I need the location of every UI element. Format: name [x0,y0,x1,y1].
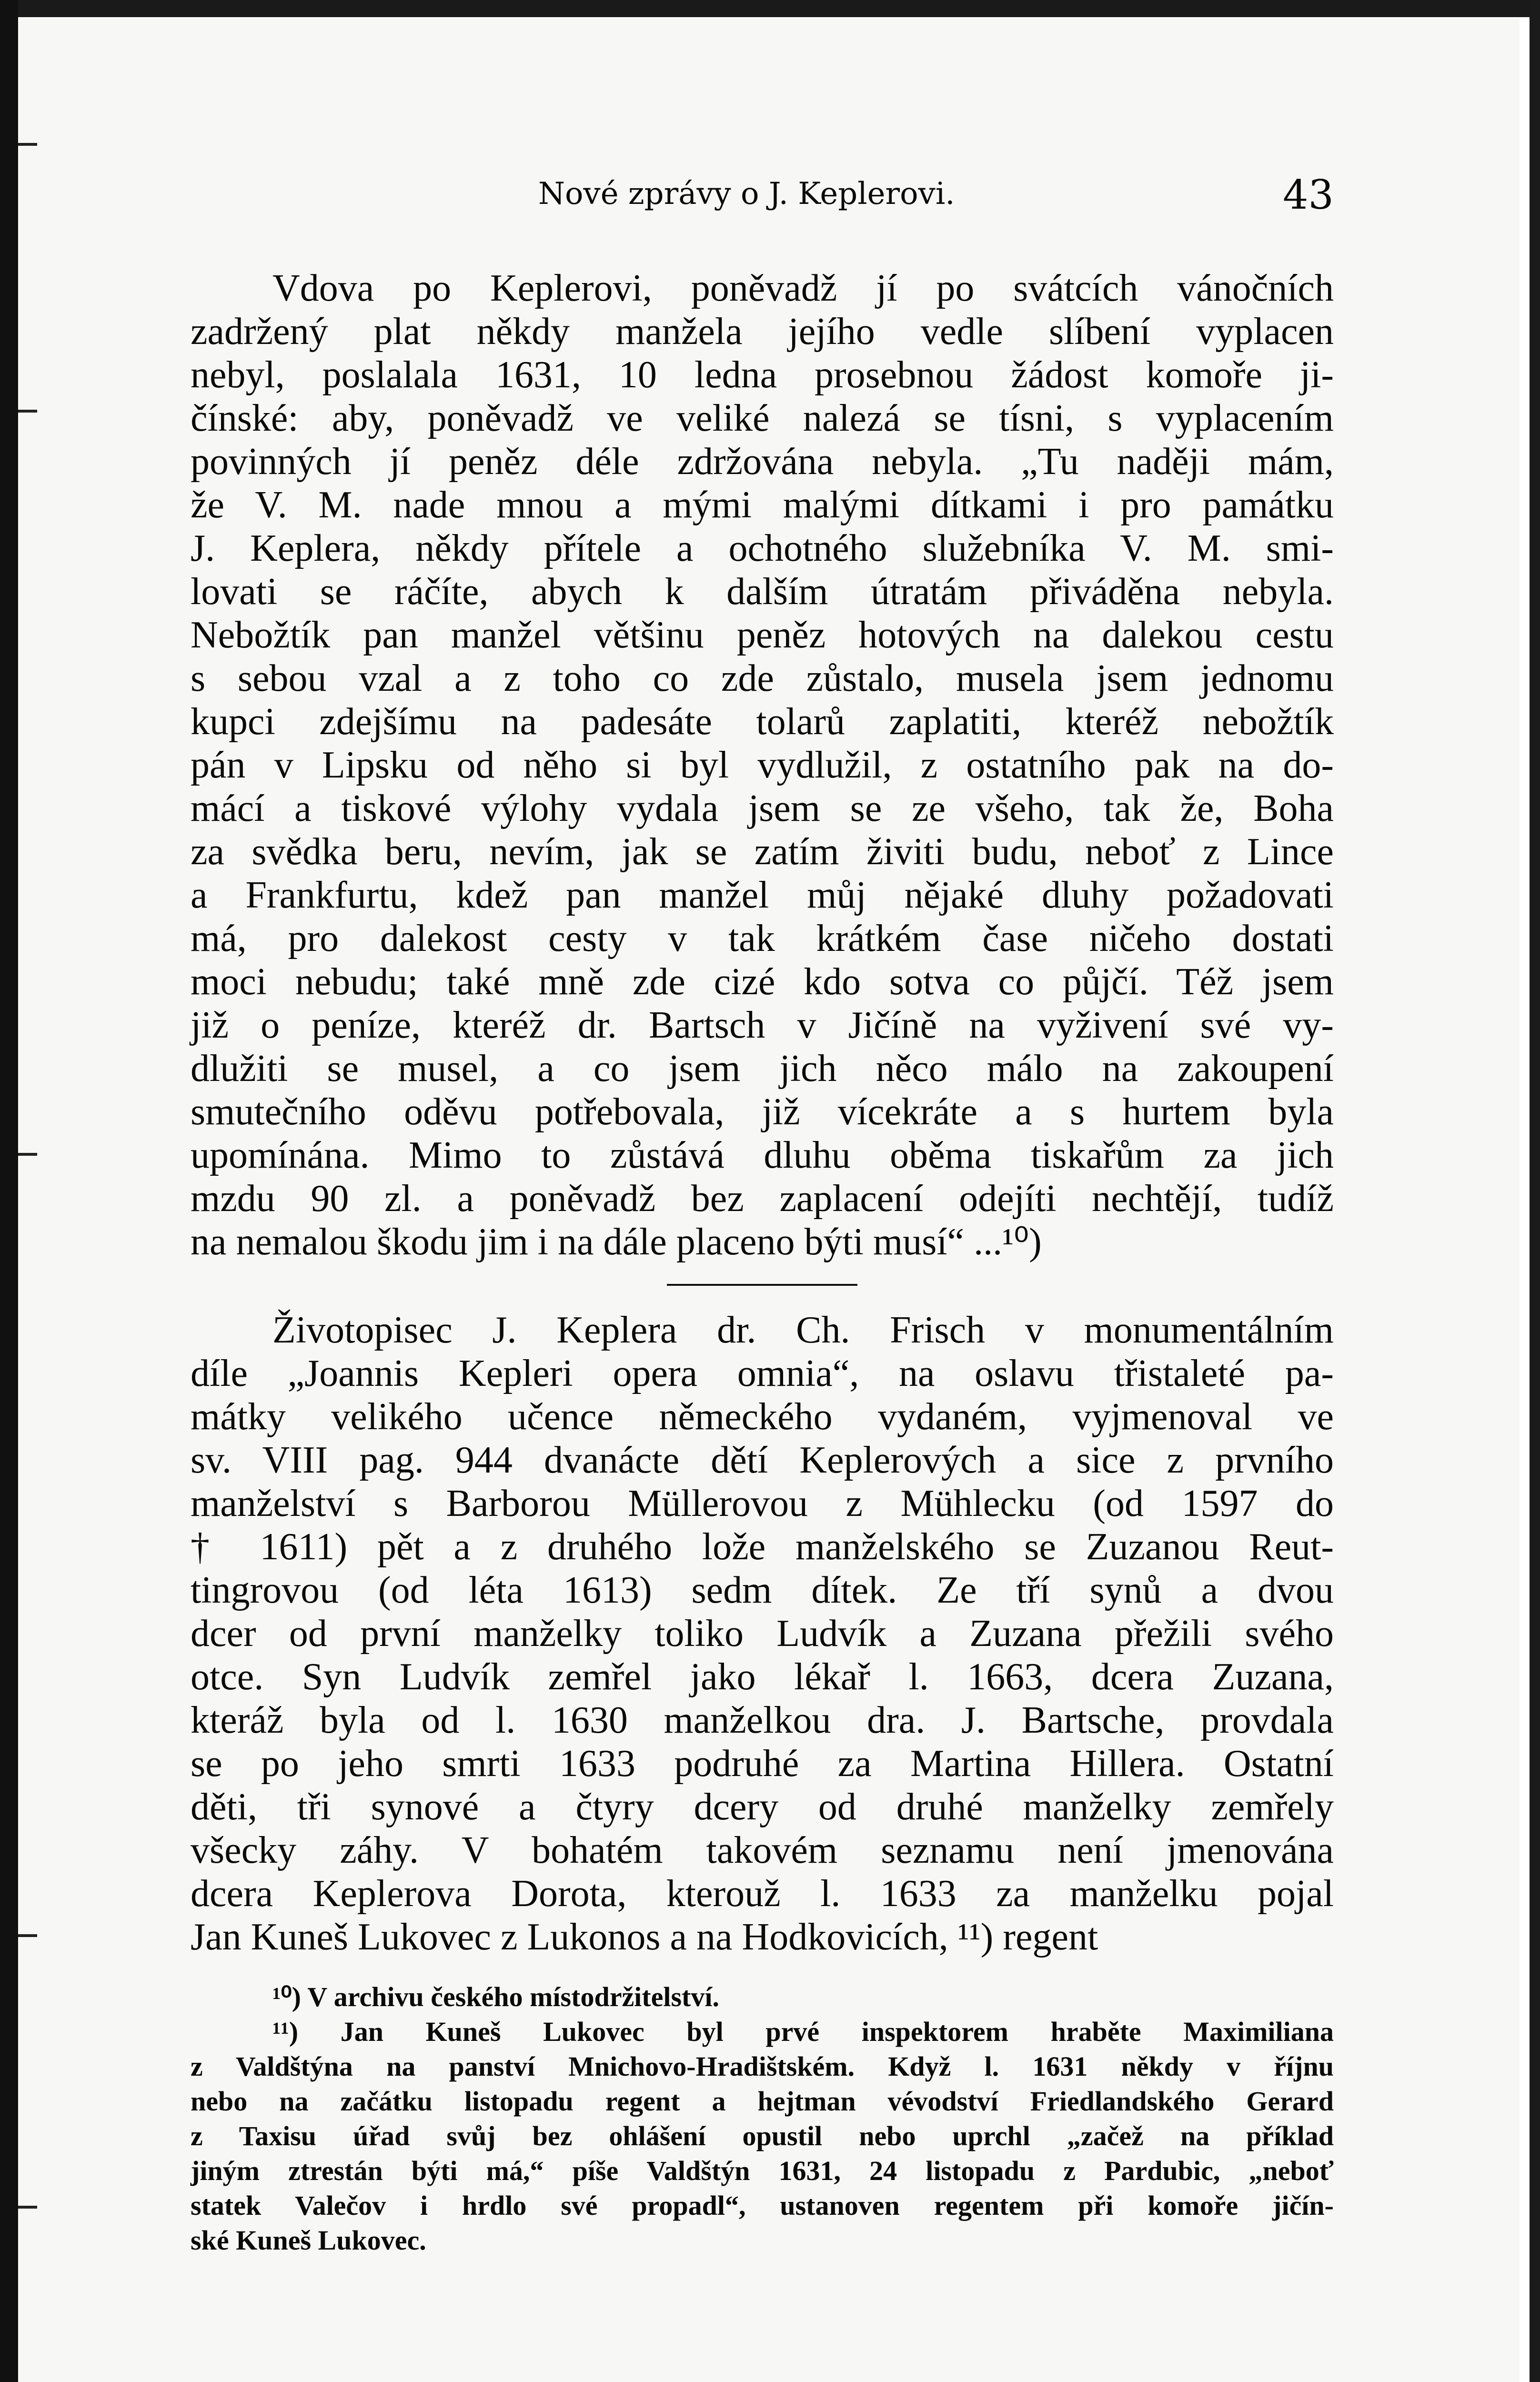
text-line: má, pro dalekost cesty v tak krátkém čase ničeho dostati [191,918,1334,959]
footnote-11 [191,2014,1334,2258]
section-divider [667,1284,857,1286]
text-line: J. Keplera, někdy přítele a ochotného služebníka V. M. smi- [191,527,1334,569]
text-line: lovati se ráčíte, abych k dalším útratám přiváděna nebyla. [191,571,1334,613]
binding-mark [18,1153,37,1156]
page-number: 43 [1283,172,1334,218]
text-line: Vdova po Keplerovi, poněvadž jí po svátcích vánočních [272,267,1334,309]
text-line: moci nebudu; také mně zde cizé kdo sotva co půjčí. Též jsem [191,961,1334,1003]
text-line: a Frankfurtu, kdež pan manžel můj nějaké dluhy požadovati [191,874,1334,916]
footnote-line: nebo na začátku listopadu regent a hejtman vévodství Friedlandského Gerard [191,2086,1334,2117]
text-line: děti, tři synové a čtyry dcery od druhé manželky zemřely [191,1786,1334,1828]
scan-edge-left [0,0,18,2382]
text-line: povinných jí peněz déle zdržována nebyla. „Tu naději mám, [191,441,1334,483]
text-line: za svědka beru, nevím, jak se zatím živiti budu, neboť z Lince [191,831,1334,873]
text-line: s sebou vzal a z toho co zde zůstalo, musela jsem jednomu [191,657,1334,699]
paragraph-widow-letter [191,267,1334,1264]
text-line: dlužiti se musel, a co jsem jich něco málo na zakoupení [191,1048,1334,1090]
text-line: sv. VIII pag. 944 dvanácte dětí Keplerových a sice z prvního [191,1439,1334,1481]
scan-edge-right [1530,0,1540,2382]
footnote-line: z Valdštýna na panství Mnichovo-Hradištském. Když l. 1631 někdy v říjnu [191,2051,1334,2082]
footnote-line: jiným ztrestán býti má,“ píše Valdštýn 1631, 24 listopadu z Pardubic, „neboť [191,2155,1334,2186]
text-line: mátky velikého učence německého vydaném, vyjmenoval ve [191,1396,1334,1438]
text-line: Nebožtík pan manžel většinu peněz hotových na dalekou cestu [191,614,1334,656]
text-line: Životopisec J. Keplera dr. Ch. Frisch v monumentálním [272,1309,1334,1351]
body-text [191,267,1334,1959]
binding-mark [18,1934,37,1937]
text-line: že V. M. nade mnou a mými malými dítkami i pro památku [191,484,1334,526]
footnotes [191,1979,1334,2258]
paragraph-kepler-children [191,1309,1334,1959]
text-line: se po jeho smrti 1633 podruhé za Martina Hillera. Ostatní [191,1743,1334,1785]
text-line: Jan Kuneš Lukovec z Lukonos a na Hodkovicích, ¹¹) regent [191,1916,1098,1958]
text-line: díle „Joannis Kepleri opera omnia“, na oslavu třistaleté pa- [191,1352,1334,1394]
text-line: mzdu 90 zl. a poněvadž bez zaplacení odejíti nechtějí, tudíž [191,1178,1334,1220]
running-title: Nové zprávy o J. Keplerovi. [538,176,955,212]
text-line: otce. Syn Ludvík zemřel jako lékař l. 1663, dcera Zuzana, [191,1656,1334,1698]
footnote-line: statek Valečov i hrdlo své propadl“, ustanoven regentem při komoře jičín- [191,2190,1334,2221]
text-line: kupci zdejšímu na padesáte tolarů zaplatiti, kteréž nebožtík [191,701,1334,743]
text-line: na nemalou škodu jim i na dále placeno býti musí“ ...¹⁰) [191,1221,1042,1263]
text-line: pán v Lipsku od něho si byl vydlužil, z ostatního pak na do- [191,744,1334,786]
text-line: kteráž byla od l. 1630 manželkou dra. J. Bartsche, provdala [191,1699,1334,1741]
text-line: dcera Keplerova Dorota, kterouž l. 1633 za manželku pojal [191,1873,1334,1915]
binding-mark [18,410,37,413]
footnote-10 [191,1979,1334,2014]
text-line: upomínána. Mimo to zůstává dluhu oběma tiskařům za jich [191,1134,1334,1176]
text-line: smutečního oděvu potřebovala, již vícekráte a s hurtem byla [191,1091,1334,1133]
text-line: zadržený plat někdy manžela jejího vedle slíbení vyplacen [191,311,1334,353]
binding-mark [18,2206,37,2209]
text-line: † 1611) pět a z druhého lože manželského se Zuzanou Reut- [191,1526,1334,1568]
text-line: dcer od první manželky toliko Ludvík a Zuzana přežili svého [191,1613,1334,1655]
footnote-line: z Taxisu úřad svůj bez ohlášení opustil nebo uprchl „začež na příklad [191,2120,1334,2151]
scan-edge-top [0,0,1540,17]
binding-mark [18,143,37,146]
footnote-line: ¹⁰) V archivu českého místodržitelství. [272,1981,719,2012]
text-line: manželství s Barborou Müllerovou z Mühlecku (od 1597 do [191,1483,1334,1524]
footnote-line: ské Kuneš Lukovec. [191,2225,426,2256]
footnote-line: ¹¹) Jan Kuneš Lukovec byl prvé inspektorem hraběte Maximiliana [272,2016,1334,2047]
text-line: čínské: aby, poněvadž ve veliké nalezá se tísni, s vyplacením [191,397,1334,439]
text-line: mácí a tiskové výlohy vydala jsem se ze všeho, tak že, Boha [191,787,1334,829]
text-line: již o peníze, kteréž dr. Bartsch v Jičíně na vyživení své vy- [191,1004,1334,1046]
page-header [191,172,1334,224]
text-line: nebyl, poslalala 1631, 10 ledna prosebnou žádost komoře ji- [191,354,1334,396]
text-line: všecky záhy. V bohatém takovém seznamu není jmenována [191,1829,1334,1871]
text-line: tingrovou (od léta 1613) sedm dítek. Ze tří synů a dvou [191,1569,1334,1611]
